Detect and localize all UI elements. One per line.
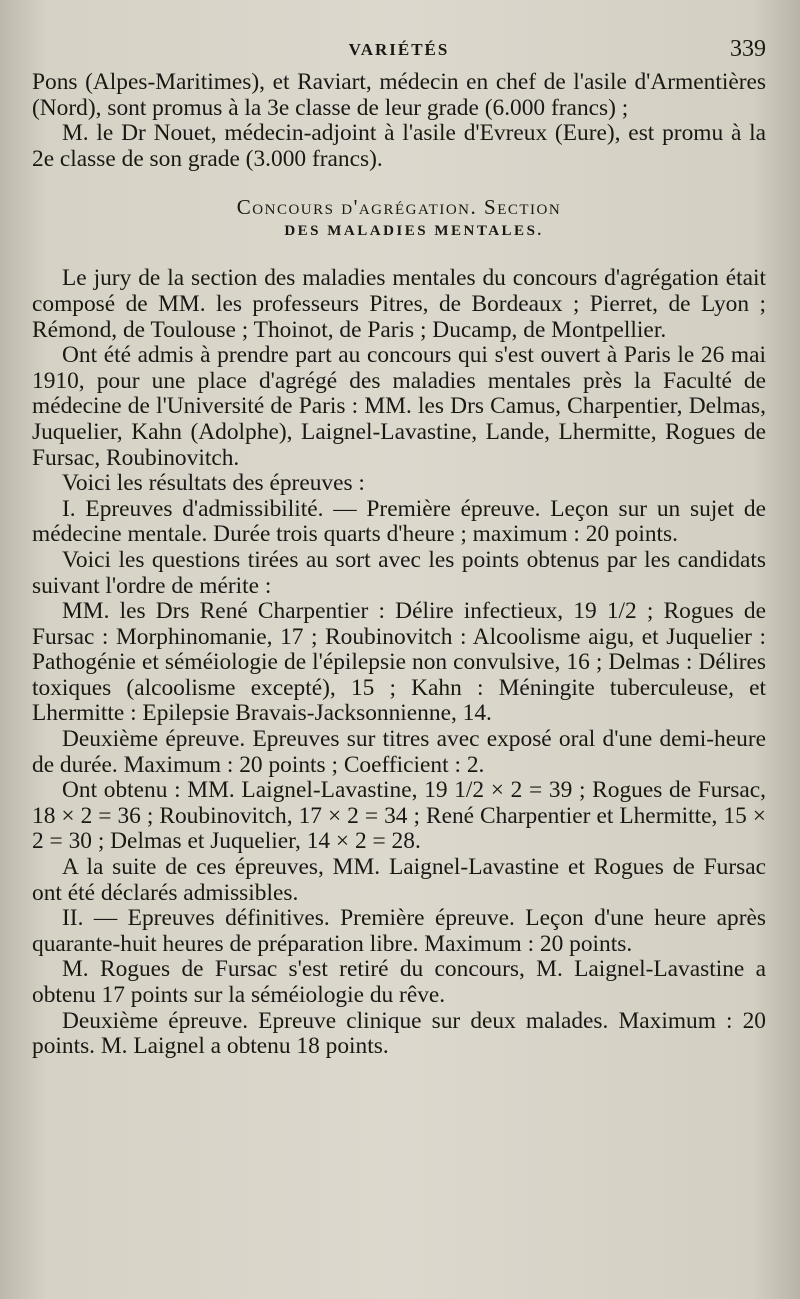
paragraph: M. le Dr Nouet, médecin-adjoint à l'asile d'Evreux (Eure), est promu à la 2e classe de son grade (3.000 francs).	[32, 120, 766, 172]
page-number: 339	[730, 36, 766, 62]
paragraph: Pons (Alpes-Maritimes), et Raviart, médecin en chef de l'asile d'Armentières (Nord), sont promus à la 3e classe de leur grade (6.000 francs) ;	[32, 69, 766, 121]
section-heading-line2: DES MALADIES MENTALES.	[284, 223, 544, 240]
paragraph: I. Epreuves d'admissibilité. — Première épreuve. Leçon sur un sujet de médecine mentale. Durée trois quarts d'heure ; maximum : 20 points.	[32, 495, 766, 548]
paragraph: A la suite de ces épreuves, MM. Laignel-Lavastine et Rogues de Fursac ont été déclarés admissibles.	[32, 854, 766, 906]
paragraph: II. — Epreuves définitives. Première épreuve. Leçon d'une heure après quarante-huit heures de préparation libre. Maximum : 20 points.	[32, 905, 766, 957]
paragraph: Voici les questions tirées au sort avec les points obtenus par les candidats suivant l'ordre de mérite :	[32, 546, 766, 599]
section-heading-line1: Concours d'agrégation. Section	[236, 195, 562, 220]
paragraph: Le jury de la section des maladies mentales du concours d'agrégation était composé de MM. les professeurs Pitres, de Bordeaux ; Pierret, de Lyon ; Rémond, de Toulouse ; Thoinot, de Paris ; Ducamp, de Montpellier.	[32, 265, 766, 343]
paragraph: M. Rogues de Fursac s'est retiré du concours, M. Laignel-Lavastine a obtenu 17 points sur la séméiologie du rêve.	[32, 956, 766, 1008]
paragraph: Deuxième épreuve. Epreuve clinique sur deux malades. Maximum : 20 points. M. Laignel a obtenu 18 points.	[32, 1007, 766, 1060]
body-text	[32, 70, 766, 1060]
paragraph: Voici les résultats des épreuves :	[62, 470, 365, 497]
section-heading	[32, 194, 766, 242]
paragraph: Ont été admis à prendre part au concours qui s'est ouvert à Paris le 26 mai 1910, pour une place d'agrégé des maladies mentales près la Faculté de médecine de l'Université de Paris : MM. les Drs Camus, Charpentier, Delmas, Juquelier, Kahn (Adolphe), Laignel-Lavastine, Lande, Lhermitte, Rogues de Fursac, Roubinovitch.	[32, 342, 766, 471]
paragraph: MM. les Drs René Charpentier : Délire infectieux, 19 1/2 ; Rogues de Fursac : Morphinomanie, 17 ; Roubinovitch : Alcoolisme aigu, et Juquelier : Pathogénie et séméiologie de l'épilepsie non convulsive, 16 ; Delmas : Délires toxiques (alcoolisme excepté), 15 ; Kahn : Méningite tuberculeuse, et Lhermitte : Epilepsie Bravais-Jacksonnienne, 14.	[32, 598, 766, 727]
paragraph: Ont obtenu : MM. Laignel-Lavastine, 19 1/2 × 2 = 39 ; Rogues de Fursac, 18 × 2 = 36 ; Roubinovitch, 17 × 2 = 34 ; René Charpentier et Lhermitte, 15 × 2 = 30 ; Delmas et Juquelier, 14 × 2 = 28.	[32, 777, 766, 855]
running-head	[32, 36, 766, 70]
running-title: VARIÉTÉS	[348, 40, 450, 59]
paragraph: Deuxième épreuve. Epreuves sur titres avec exposé oral d'une demi-heure de durée. Maximum : 20 points ; Coefficient : 2.	[32, 726, 766, 778]
